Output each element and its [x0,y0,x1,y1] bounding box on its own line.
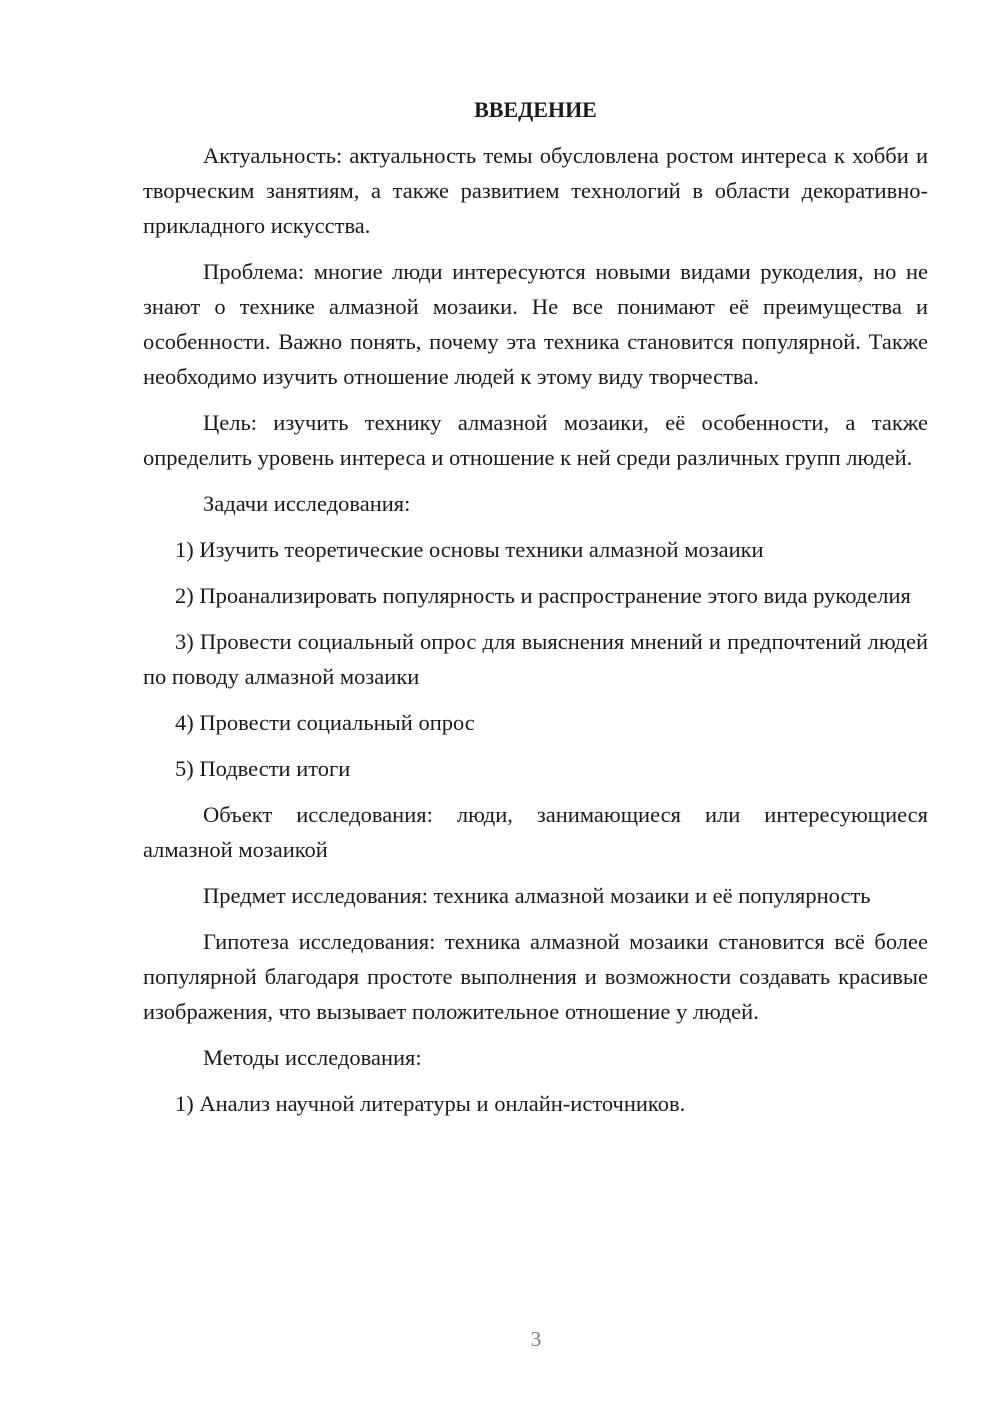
task-item: 5) Подвести итоги [175,756,351,781]
problem-paragraph: Проблема: многие люди интересуются новыми видами рукоделия, но не знают о технике алмазной мозаики. Не все понимают её преимущества и особенности. Важно понять, почему эта техника становится популярной. Также необходимо изучить отношение людей к этому виду творчества. [143,259,928,389]
page-content [143,92,928,1132]
tasks-title: Задачи исследования: [203,491,411,516]
subject-paragraph: Предмет исследования: техника алмазной мозаики и её популярность [203,883,871,908]
page-number: 3 [530,1327,542,1351]
task-item: 3) Провести социальный опрос для выяснения мнений и предпочтений людей по поводу алмазной мозаики [143,629,928,689]
method-item: 1) Анализ научной литературы и онлайн-источников. [175,1091,686,1116]
hypothesis-paragraph: Гипотеза исследования: техника алмазной мозаики становится всё более популярной благодаря простоте выполнения и возможности создавать красивые изображения, что вызывает положительное отношение у людей. [143,929,928,1024]
task-item: 1) Изучить теоретические основы техники алмазной мозаики [175,537,764,562]
task-item: 4) Провести социальный опрос [175,710,475,735]
relevance-paragraph: Актуальность: актуальность темы обусловлена ростом интереса к хобби и творческим занятиям, а также развитием технологий в области декоративно-прикладного искусства. [143,143,928,238]
goal-paragraph: Цель: изучить технику алмазной мозаики, её особенности, а также определить уровень интереса и отношение к ней среди различных групп людей. [143,410,928,470]
object-paragraph: Объект исследования: люди, занимающиеся или интересующиеся алмазной мозаикой [143,802,928,862]
section-heading: ВВЕДЕНИЕ [474,97,597,122]
methods-title: Методы исследования: [203,1045,422,1070]
task-item: 2) Проанализировать популярность и распространение этого вида рукоделия [175,583,911,608]
